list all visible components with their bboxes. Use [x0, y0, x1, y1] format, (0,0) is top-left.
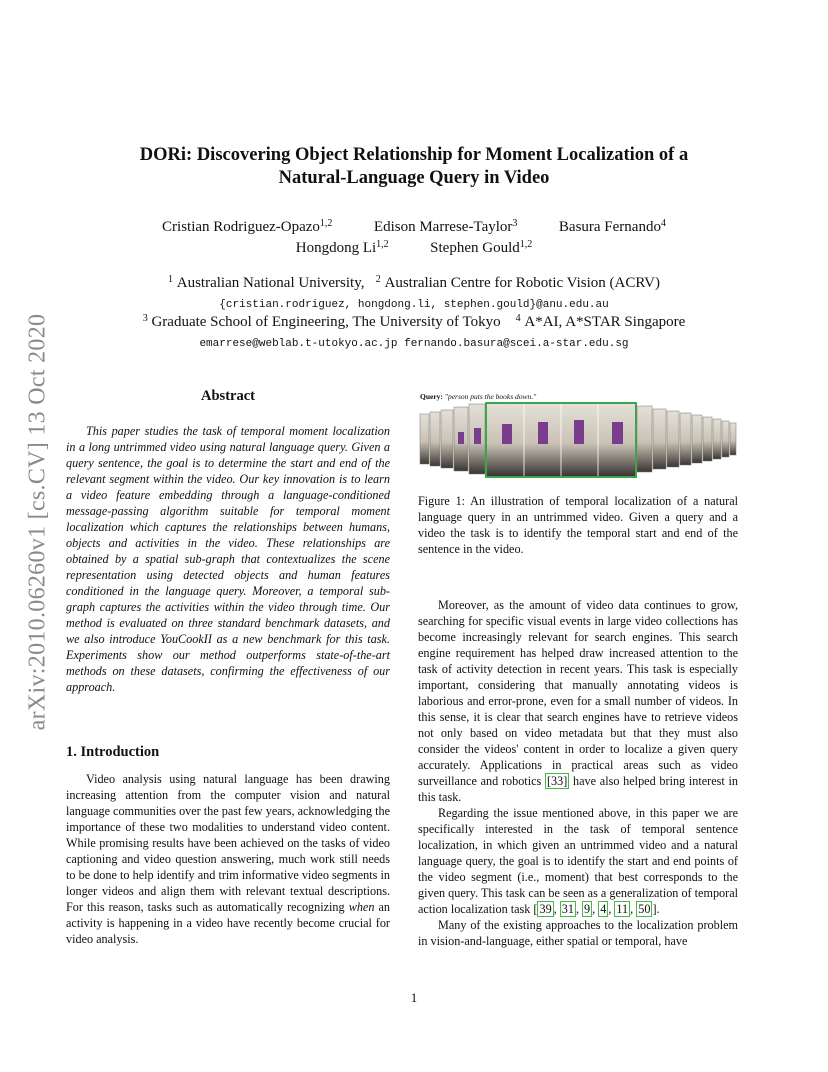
author-sup: 4 [660, 218, 666, 229]
author-sup: 1,2 [376, 239, 389, 250]
email-line: {cristian.rodriguez, hongdong.li, stephen.gould}@anu.edu.au [219, 299, 609, 311]
frames-before [420, 404, 485, 474]
section-heading: 1. Introduction [66, 744, 160, 760]
paragraph: Moreover, as the amount of video data continues to grow, searching for specific visual events in large video collections has become increasingly relevant for search engines. This search engine requirement has helped draw increased attention to the task of activity detection in recent years. This task is especially important, considering that manually annotating videos is laborious and error-prone, even for a small number of videos. In this sense, it is clear that search engines have to retrieve videos not only based on video metadata but that they must also consider the videos' content in order to localize a given query accurately. Applications in practical areas such as video surveillance and robotics [33] have also helped bring interest in this task. [418, 598, 738, 804]
highlighted-moment [486, 403, 636, 477]
paper-title [80, 144, 748, 190]
author-sup: 1,2 [319, 218, 333, 229]
page-number: 1 [410, 990, 418, 1005]
author-name: Hongdong Li [295, 240, 377, 256]
author-name: Basura Fernando [558, 219, 661, 235]
citation-link[interactable]: [33] [546, 774, 568, 788]
author-sup: 1,2 [519, 239, 533, 250]
citation-link[interactable]: 4 [600, 902, 607, 916]
author-list [80, 217, 748, 259]
paragraph: Regarding the issue mentioned above, in this paper we are specifically interested in the task of temporal sentence localization, in which given an untrimmed video and a natural language query, the goal is to identify the start and end points of the video segment (i.e., moment) that best corresponds to the given query. This task can be seen as a generalization of temporal action localization task [ 39 , 31 , 9 , 4 , 11 , 50 ]. [418, 806, 738, 916]
paragraph: Many of the existing approaches to the localization problem in vision-and-language, either spatial or temporal, have [418, 918, 738, 948]
intro-text: Video analysis using natural language has been drawing increasing attention from the computer vision and natural language communities over the past few years, acknowledging the importance of these two modalities to understand video content. While promising results have been achieved on the tasks of video captioning and video question answering, much work still needs to be done to help identify and trim informative video segments in longer videos and align them with relevant textual descriptions. For this reason, tasks such as automatically recognizing when an activity is happening in a video have recently become crucial for video analysis. [66, 772, 390, 946]
author-name: Stephen Gould [430, 240, 520, 256]
arxiv-stamp: arXiv:2010.06260v1 [cs.CV] 13 Oct 2020 [24, 313, 51, 731]
frames-after [637, 406, 736, 472]
citation-link[interactable]: 39 [539, 902, 552, 916]
abstract-text: This paper studies the task of temporal moment localization in a long untrimmed video using natural language query. Given a query sentence, the goal is to determine the start and end of the relevant segment within the video. Our key innovation is to learn a video feature embedding through a language-conditioned message-passing algorithm suitable for temporal moment localization which captures the relationships between humans, objects and activities in the video. These relationships are obtained by a spatial sub-graph that contextualizes the scene representation using detected objects and human features conditioned in the language query. Moreover, a temporal sub-graph captures the activities within the video through time. Our method is evaluated on three standard benchmark datasets, and we also introduce YouCookII as a new benchmark for this task. Experiments show our method outperforms state-of-the-art methods on these datasets, confirming the effectiveness of our approach. [66, 424, 390, 694]
figure-caption: Figure 1: An illustration of temporal localization of a natural language query in an untrimmed video. Given a query and a video the task is to identify the temporal start and end of the sentence in the video. [418, 494, 738, 556]
title-line: DORi: Discovering Object Relationship for Moment Localization of a [139, 145, 689, 165]
author-row [80, 238, 748, 259]
citation-link[interactable]: 50 [638, 902, 651, 916]
email-line: emarrese@weblab.t-utokyo.ac.jp fernando.basura@scei.a-star.edu.sg [199, 338, 629, 350]
citation-link[interactable]: 9 [584, 902, 591, 916]
author-name: Edison Marrese-Taylor [373, 219, 513, 235]
figure-1 [418, 392, 738, 486]
abstract-heading: Abstract [201, 388, 255, 404]
citation-link[interactable]: 11 [616, 902, 629, 916]
affiliation-line: $^1$ Australian National University, $^2$ Australian Centre for Robotic Vision (ACRV) [168, 274, 660, 291]
citation-link[interactable]: 31 [561, 902, 574, 916]
author-sup: 3 [512, 218, 518, 229]
figure-query: Query: "person puts the books down." [420, 392, 537, 401]
video-frames-illustration [418, 392, 738, 486]
author-row [80, 217, 748, 238]
right-column-text [418, 597, 738, 949]
title-line: Natural-Language Query in Video [278, 168, 550, 188]
author-name: Cristian Rodriguez-Opazo [162, 219, 320, 235]
affiliation-line: $^3$ Graduate School of Engineering, The University of Tokyo $^4$ A*AI, A*STAR Singapore [142, 313, 686, 330]
